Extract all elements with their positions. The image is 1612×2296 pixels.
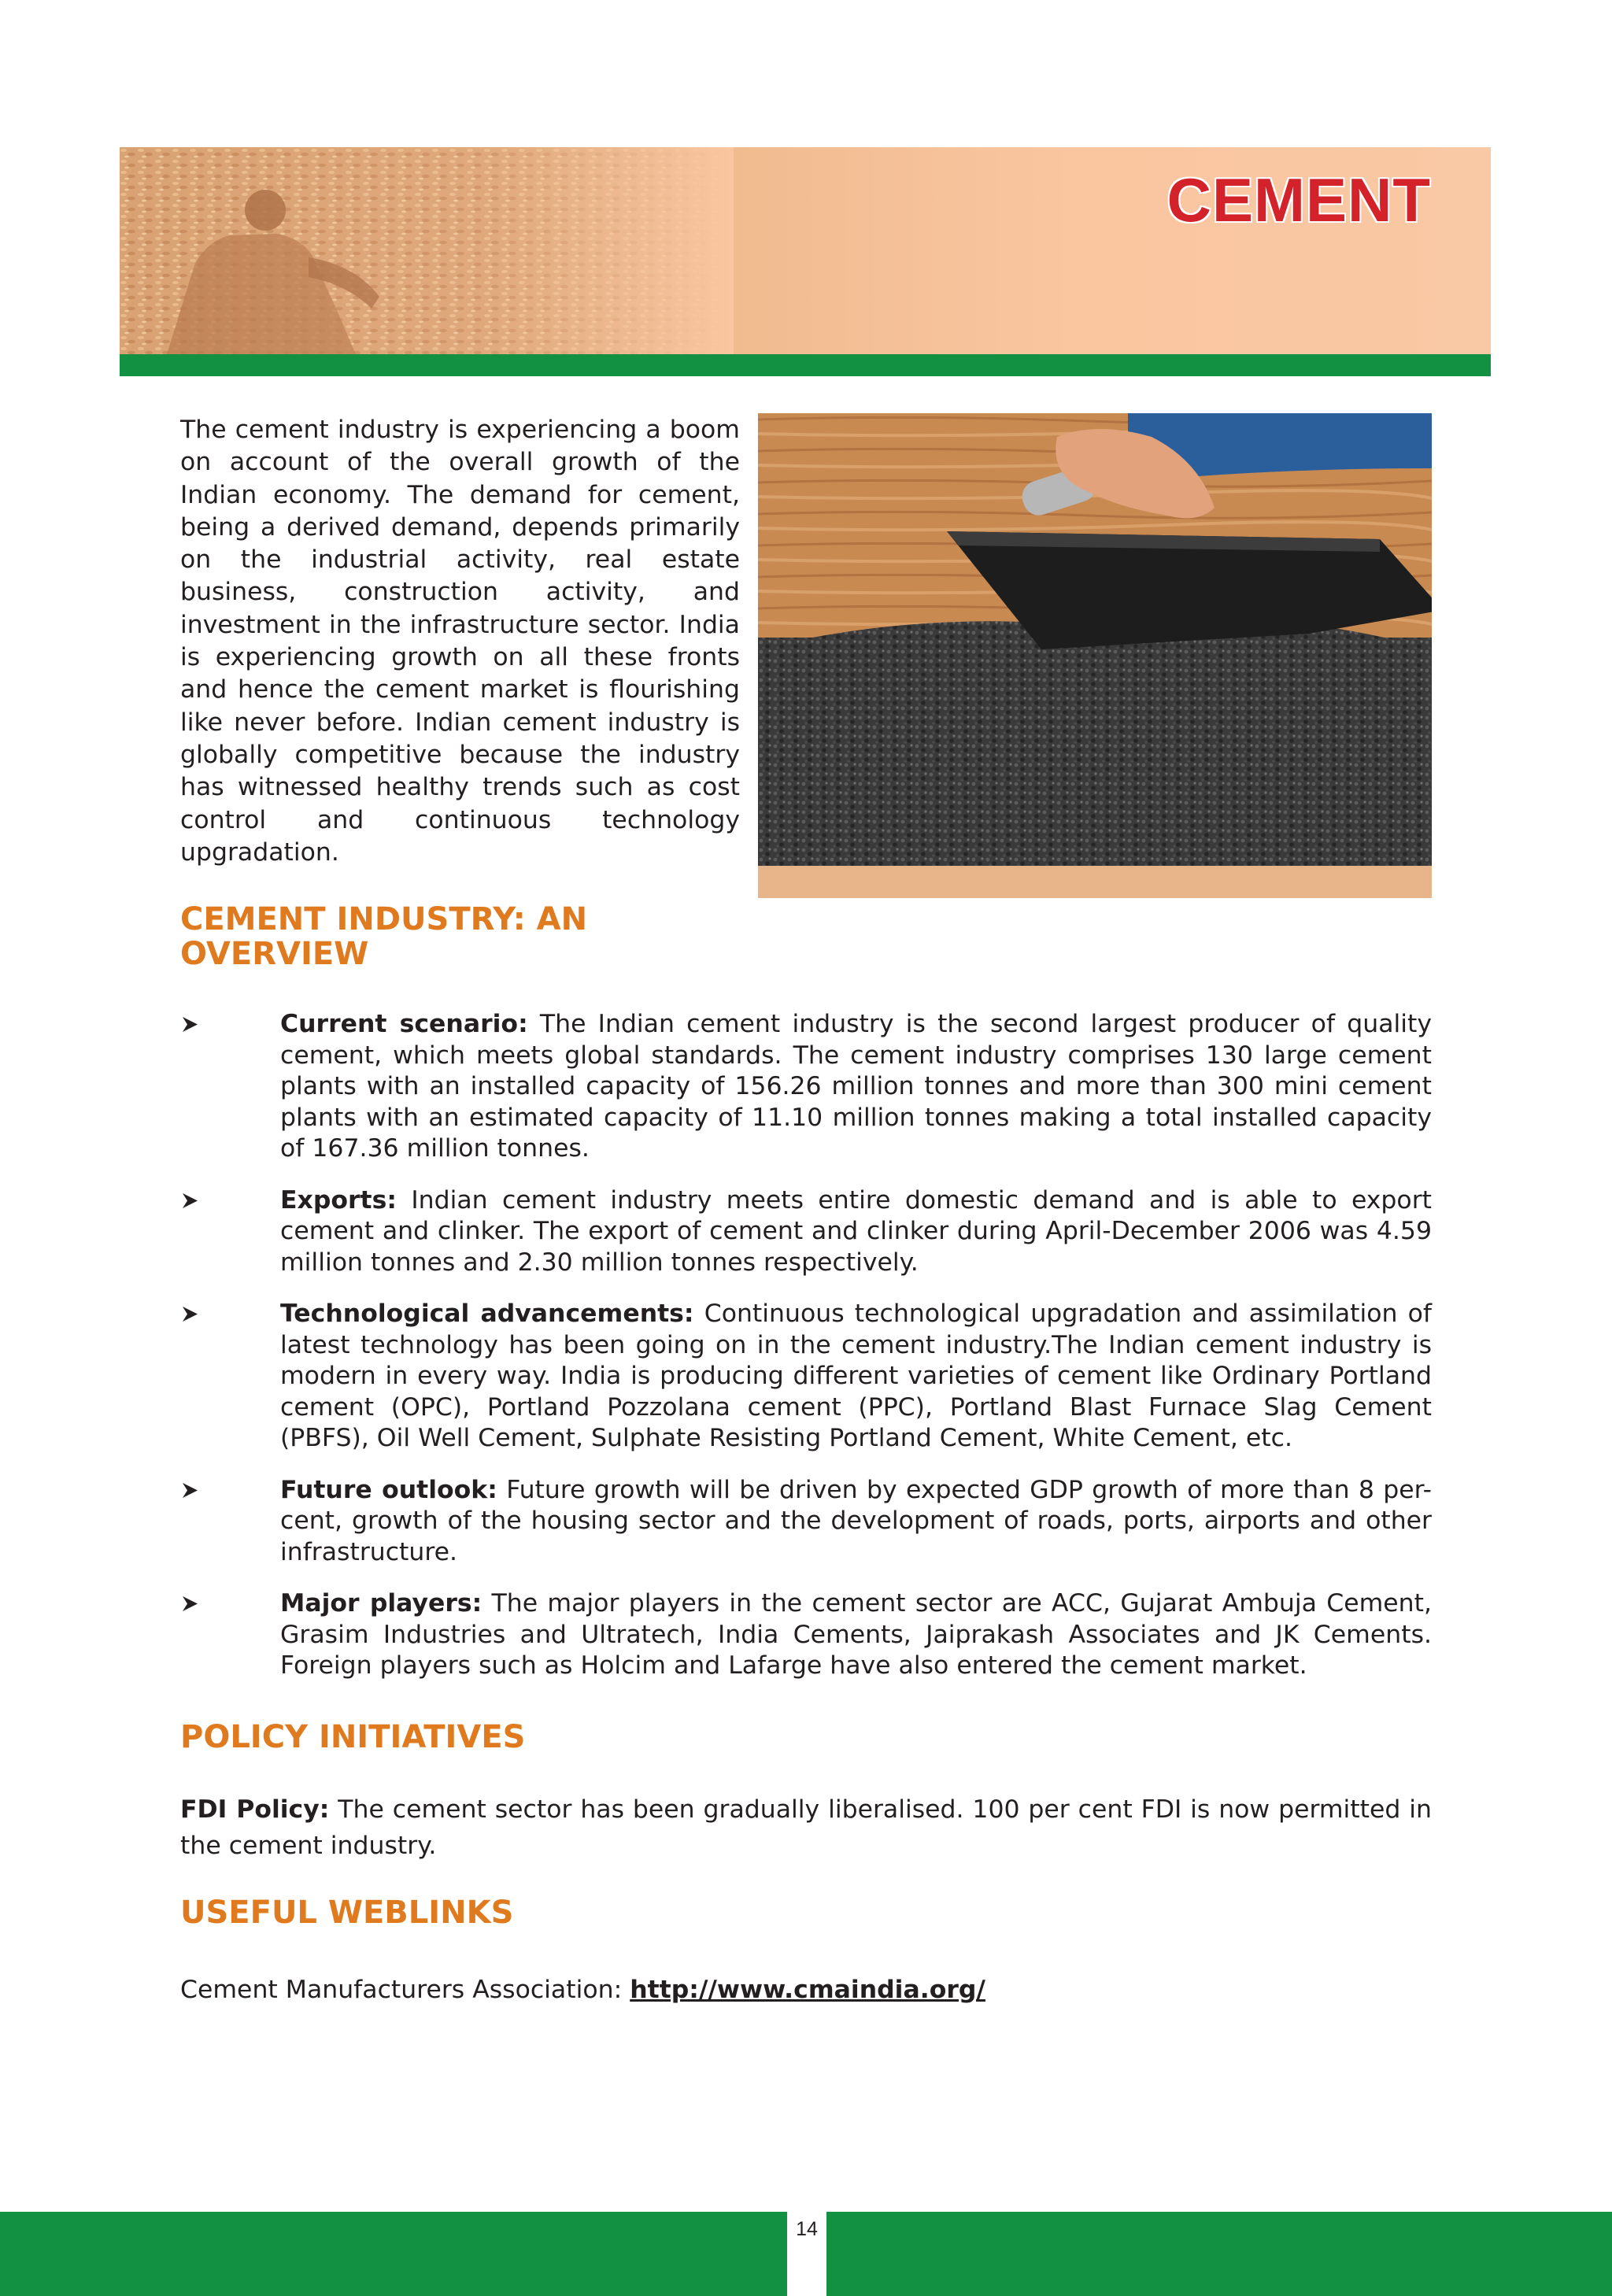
fdi-policy-paragraph <box>180 1791 1432 1864</box>
list-item-exports <box>180 1185 1432 1279</box>
item-text: Continuous technological upgradation and assimilation of latest technology has been going on in the cement industry.The Indian cement industry is modern in every way. India is producing different varieties of cement like Ordinary Portland cement (OPC), Portland Pozzolana cement (PPC), Portland Blast Furnace Slag Cement (PBFS), Oil Well Cement, Sulphate Resisting Portland Cement, White Cement, etc. <box>280 1300 1432 1452</box>
item-text: Future growth will be driven by expected GDP growth of more than 8 per-cent, growth of the housing sector and the development of roads, ports, airports and other infrastructure. <box>280 1475 1432 1566</box>
worker-photo <box>120 147 734 354</box>
overview-heading <box>180 902 587 971</box>
arrowhead-bullet-icon <box>180 1185 201 1216</box>
header-divider <box>120 354 1491 376</box>
arrowhead-bullet-icon <box>180 1299 201 1329</box>
item-label: Exports: <box>280 1185 397 1215</box>
page-title: CEMENT <box>1166 165 1431 235</box>
list-item-future-outlook <box>180 1475 1432 1569</box>
overview-heading-line2: OVERVIEW <box>180 936 369 972</box>
arrowhead-bullet-icon <box>180 1009 201 1040</box>
item-label: Current scenario: <box>280 1010 528 1038</box>
fdi-policy-label: FDI Policy: <box>180 1795 330 1824</box>
trowel-cement-photo <box>758 413 1432 898</box>
item-label: Technological advancements: <box>280 1300 694 1328</box>
list-item-current-scenario <box>180 1009 1432 1165</box>
cma-weblink[interactable]: http://www.cmaindia.org/ <box>630 1976 985 2004</box>
fdi-policy-text: The cement sector has been gradually liberalised. 100 per cent FDI is now permitted in the cement industry. <box>180 1795 1432 1860</box>
weblinks-heading: USEFUL WEBLINKS <box>180 1895 514 1931</box>
page-number: 14 <box>796 2218 818 2240</box>
item-text: The Indian cement industry is the second largest producer of quality cement, which meets global standards. The cement industry comprises 130 large cement plants with an installed capacity of 156.26 million tonnes and more than 300 mini cement plants with an estimated capacity of 11.10 million tonnes making a total installed capacity of 167.36 million tonnes. <box>280 1010 1432 1163</box>
intro-paragraph: The cement industry is experiencing a boom on account of the overall growth of the Indian economy. The demand for cement, being a derived demand, depends primarily on the industrial activity, real estate business, construction activity, and investment in the infrastructure sector. India is experiencing growth on all these fronts and hence the cement market is flourishing like never before. Indian cement industry is globally competitive because the industry has witnessed healthy trends such as cost control and continuous technology upgradation. <box>180 416 740 867</box>
list-item-major-players <box>180 1588 1432 1682</box>
weblink-paragraph <box>180 1972 1432 2008</box>
item-text: Indian cement industry meets entire domestic demand and is able to export cement and clinker. The export of cement and clinker during April-December 2006 was 4.59 million tonnes and 2.30 million tonnes respectively. <box>280 1185 1432 1277</box>
list-item-technological-advancements <box>180 1299 1432 1455</box>
arrowhead-bullet-icon <box>180 1475 201 1506</box>
policy-heading: POLICY INITIATIVES <box>180 1719 526 1755</box>
item-text: The major players in the cement sector are ACC, Gujarat Ambuja Cement, Grasim Industries and Ultratech, India Cements, Jaiprakash Associates and JK Cements. Foreign players such as Holcim and Lafarge have also entered the cement market. <box>280 1589 1432 1680</box>
arrowhead-bullet-icon <box>180 1588 201 1619</box>
overview-heading-line1: CEMENT INDUSTRY: AN <box>180 901 588 937</box>
weblink-label: Cement Manufacturers Association: <box>180 1976 630 2004</box>
item-label: Major players: <box>280 1589 482 1618</box>
header-banner <box>120 147 1491 354</box>
item-label: Future outlook: <box>280 1475 497 1504</box>
overview-list <box>180 1009 1432 1703</box>
